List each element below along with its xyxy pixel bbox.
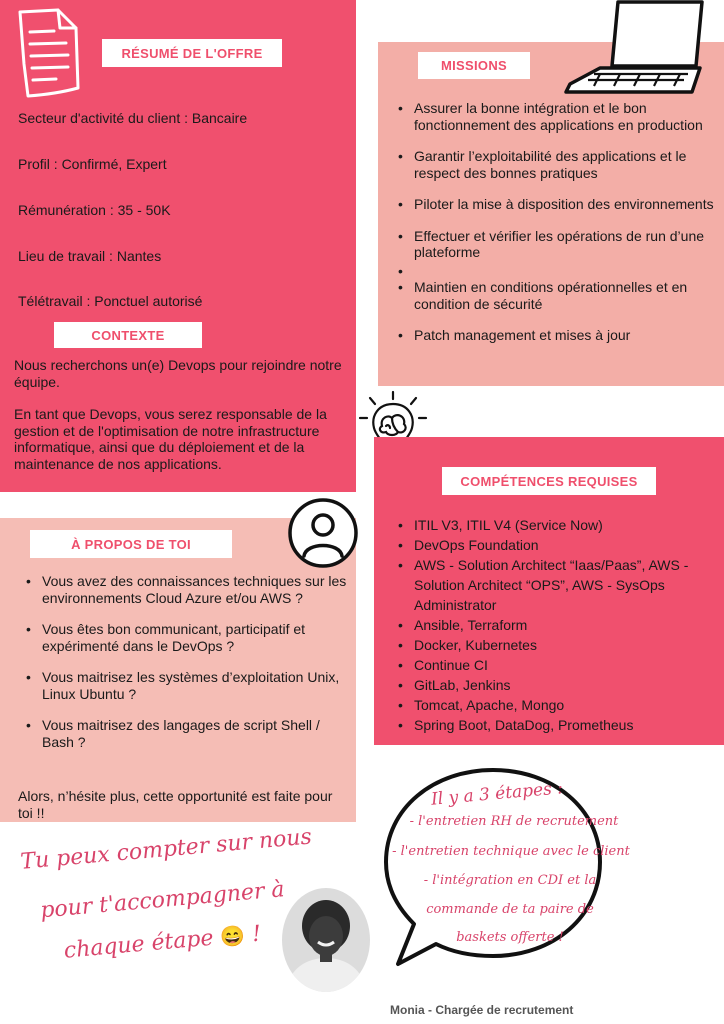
smile-emoji-icon: 😄: [219, 922, 247, 950]
list-item: • Tomcat, Apache, Mongo: [396, 695, 722, 715]
list-item: • Vous êtes bon communicant, participatif et expérimenté dans le DevOps ?: [24, 621, 348, 654]
list-item: • Assurer la bonne intégration et le bon fonctionnement des applications en production: [396, 100, 714, 133]
bubble-line-4: commande de ta paire de: [426, 902, 594, 917]
list-item: • Patch management et mises à jour: [396, 327, 714, 344]
list-item: [396, 263, 714, 280]
recruiter-caption: Monia - Chargée de recrutement: [390, 1003, 574, 1017]
skills-list: [396, 515, 722, 735]
context-heading: CONTEXTE: [54, 322, 202, 348]
list-item: • Docker, Kubernetes: [396, 635, 722, 655]
laptop-icon: [560, 0, 708, 96]
skills-heading: COMPÉTENCES REQUISES: [442, 467, 656, 495]
missions-heading: MISSIONS: [418, 52, 530, 79]
context-paragraph-1: Nous recherchons un(e) Devops pour rejoindre notre équipe.: [14, 357, 342, 390]
list-item: • Vous avez des connaissances techniques sur les environnements Cloud Azure et/ou AWS ?: [24, 573, 348, 606]
slogan-line-3: chaque étape: [62, 925, 215, 964]
list-item: • Maintien en conditions opérationnelles et en condition de sécurité: [396, 279, 714, 312]
offer-heading: RÉSUMÉ DE L'OFFRE: [102, 39, 282, 67]
list-item: • GitLab, Jenkins: [396, 675, 722, 695]
list-item: • Piloter la mise à disposition des environnements: [396, 196, 714, 213]
list-item: • Effectuer et vérifier les opérations de run d’une plateforme: [396, 228, 714, 261]
bubble-line-3: - l'intégration en CDI et la: [423, 873, 597, 888]
slogan-line-1: Tu peux compter sur nous: [19, 824, 313, 875]
slogan-exclamation: !: [251, 921, 263, 948]
offer-line-location: Lieu de travail : Nantes: [18, 248, 162, 264]
list-item: • Garantir l’exploitabilité des applications et le respect des bonnes pratiques: [396, 148, 714, 181]
about-heading: À PROPOS DE TOI: [30, 530, 232, 558]
offer-line-remote: Télétravail : Ponctuel autorisé: [18, 293, 203, 309]
recruiter-avatar: [280, 886, 372, 994]
slogan-line-2: pour t'accompagner à: [39, 877, 286, 924]
context-paragraph-2: En tant que Devops, vous serez responsable de la gestion et de l'optimisation de notre infrastructure informatique, ainsi que du déploiement et de la maintenance de nos applications.: [14, 406, 327, 472]
list-item: • ITIL V3, ITIL V4 (Service Now): [396, 515, 722, 535]
bubble-line-1: - l'entretien RH de recrutement: [409, 814, 619, 829]
list-item: • DevOps Foundation: [396, 535, 722, 555]
list-item: • AWS - Solution Architect “Iaas/Paas”, AWS - Solution Architect “OPS”, AWS - SysOps Administrator: [396, 555, 722, 615]
document-icon: [6, 4, 86, 104]
list-item: • Ansible, Terraform: [396, 615, 722, 635]
bubble-title: Il y a 3 étapes :: [430, 778, 564, 810]
list-item: • Continue CI: [396, 655, 722, 675]
bubble-line-2: - l'entretien technique avec le client: [392, 844, 630, 859]
about-list: [24, 573, 348, 750]
offer-line-profile: Profil : Confirmé, Expert: [18, 156, 167, 172]
bubble-line-5: baskets offerte !: [456, 930, 564, 945]
missions-list: [396, 100, 714, 344]
list-item: • Spring Boot, DataDog, Prometheus: [396, 715, 722, 735]
about-closing: Alors, n’hésite plus, cette opportunité est faite pour toi !!: [18, 788, 333, 821]
user-profile-icon: [286, 496, 360, 570]
offer-line-salary: Rémunération : 35 - 50K: [18, 202, 171, 218]
list-item: • Vous maitrisez des langages de script Shell / Bash ?: [24, 717, 348, 750]
offer-line-sector: Secteur d'activité du client : Bancaire: [18, 110, 248, 126]
list-item: • Vous maitrisez les systèmes d’exploitation Unix, Linux Ubuntu ?: [24, 669, 348, 702]
slogan-line-3-row: [63, 921, 265, 972]
